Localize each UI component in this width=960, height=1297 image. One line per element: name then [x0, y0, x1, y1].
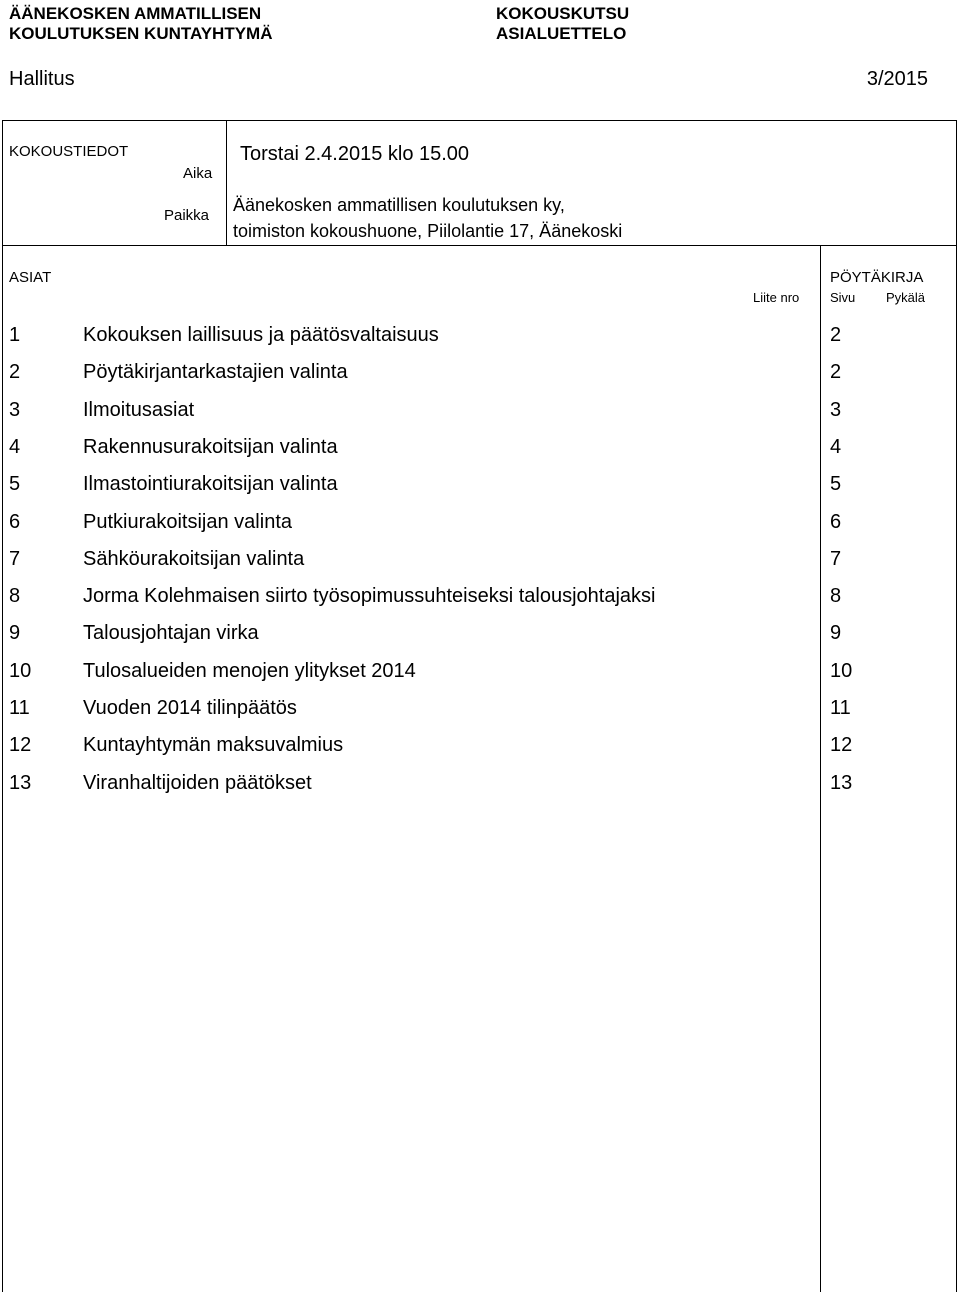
time-value: Torstai 2.4.2015 klo 15.00	[240, 143, 470, 165]
agenda-item-title: Ilmastointiurakoitsijan valinta	[83, 473, 338, 496]
agenda-item-page: 12	[830, 734, 853, 757]
agenda-item-page: 13	[830, 771, 853, 794]
agenda-item-page: 8	[830, 585, 842, 608]
agenda-item-title: Talousjohtajan virka	[83, 622, 259, 645]
agenda-item-page: 6	[830, 510, 842, 533]
agenda-item-page: 4	[830, 435, 842, 458]
organization-name-line1: ÄÄNEKOSKEN AMMATILLISEN	[9, 4, 262, 23]
agenda-item-number: 7	[9, 547, 21, 570]
minutes-label: PÖYTÄKIRJA	[830, 269, 924, 286]
agenda-item-title: Kokouksen laillisuus ja päätösvaltaisuus	[83, 324, 439, 346]
agenda-item-page: 7	[830, 547, 842, 570]
agenda-item-title: Vuoden 2014 tilinpäätös	[83, 697, 297, 719]
document-type-line1: KOKOUSKUTSU	[496, 4, 630, 23]
agenda-item-title: Ilmoitusasiat	[83, 398, 195, 421]
agenda-item-row	[0, 585, 960, 622]
agenda-item-title: Kuntayhtymän maksuvalmius	[83, 734, 344, 757]
agenda-item-title: Jorma Kolehmaisen siirto työsopimussuhteiseksi talousjohtajaksi	[83, 585, 656, 608]
agenda-item-page: 2	[830, 324, 842, 346]
agenda-item-number: 9	[9, 622, 21, 645]
agenda-items-label: ASIAT	[9, 269, 52, 286]
agenda-item-row	[0, 511, 960, 548]
section-column-label: Pykälä	[886, 290, 926, 305]
place-line2: toimiston kokoushuone, Piilolantie 17, Äänekoski	[233, 221, 623, 241]
agenda-item-number: 13	[9, 771, 32, 794]
agenda-item-row	[0, 660, 960, 697]
agenda-item-title: Putkiurakoitsijan valinta	[83, 510, 292, 533]
agenda-item-title: Viranhaltijoiden päätökset	[83, 771, 312, 794]
place-label: Paikka	[164, 207, 210, 224]
agenda-item-number: 8	[9, 585, 21, 608]
body-name: Hallitus	[9, 68, 75, 90]
agenda-item-number: 11	[9, 697, 30, 719]
agenda-item-row	[0, 772, 960, 809]
place-line1: Äänekosken ammatillisen koulutuksen ky,	[233, 195, 565, 215]
agenda-item-page: 3	[830, 398, 842, 421]
agenda-item-row	[0, 324, 960, 361]
agenda-item-page: 11	[830, 697, 851, 719]
agenda-item-number: 4	[9, 435, 21, 458]
agenda-item-number: 3	[9, 398, 21, 421]
agenda-item-title: Rakennusurakoitsijan valinta	[83, 435, 338, 458]
agenda-item-number: 2	[9, 361, 21, 384]
time-label: Aika	[183, 165, 213, 182]
attachment-number-label: Liite nro	[753, 290, 800, 305]
agenda-item-row	[0, 399, 960, 436]
agenda-item-number: 12	[9, 734, 32, 757]
agenda-item-number: 6	[9, 510, 21, 533]
agenda-item-row	[0, 548, 960, 585]
frame-top-line	[2, 120, 957, 121]
meeting-info-label: KOKOUSTIEDOT	[9, 143, 129, 160]
agenda-item-page: 5	[830, 473, 842, 496]
agenda-item-row	[0, 361, 960, 398]
info-bottom-line	[2, 245, 957, 246]
agenda-item-number: 1	[9, 324, 21, 346]
agenda-item-row	[0, 622, 960, 659]
agenda-item-page: 2	[830, 361, 842, 384]
agenda-item-number: 5	[9, 473, 21, 496]
agenda-item-page: 10	[830, 659, 853, 682]
agenda-item-row	[0, 436, 960, 473]
agenda-item-row	[0, 697, 960, 734]
agenda-item-title: Pöytäkirjantarkastajien valinta	[83, 361, 348, 384]
agenda-item-page: 9	[830, 622, 842, 645]
agenda-item-title: Tulosalueiden menojen ylitykset 2014	[83, 659, 416, 682]
document-type-line2: ASIALUETTELO	[496, 24, 627, 43]
agenda-item-row	[0, 473, 960, 510]
page-column-label: Sivu	[830, 290, 856, 305]
agenda-item-number: 10	[9, 659, 32, 682]
agenda-item-title: Sähköurakoitsijan valinta	[83, 547, 305, 570]
info-divider-line	[226, 120, 227, 245]
organization-name-line2: KOULUTUKSEN KUNTAYHTYMÄ	[9, 24, 273, 43]
meeting-number: 3/2015	[866, 68, 928, 90]
agenda-item-row	[0, 734, 960, 771]
